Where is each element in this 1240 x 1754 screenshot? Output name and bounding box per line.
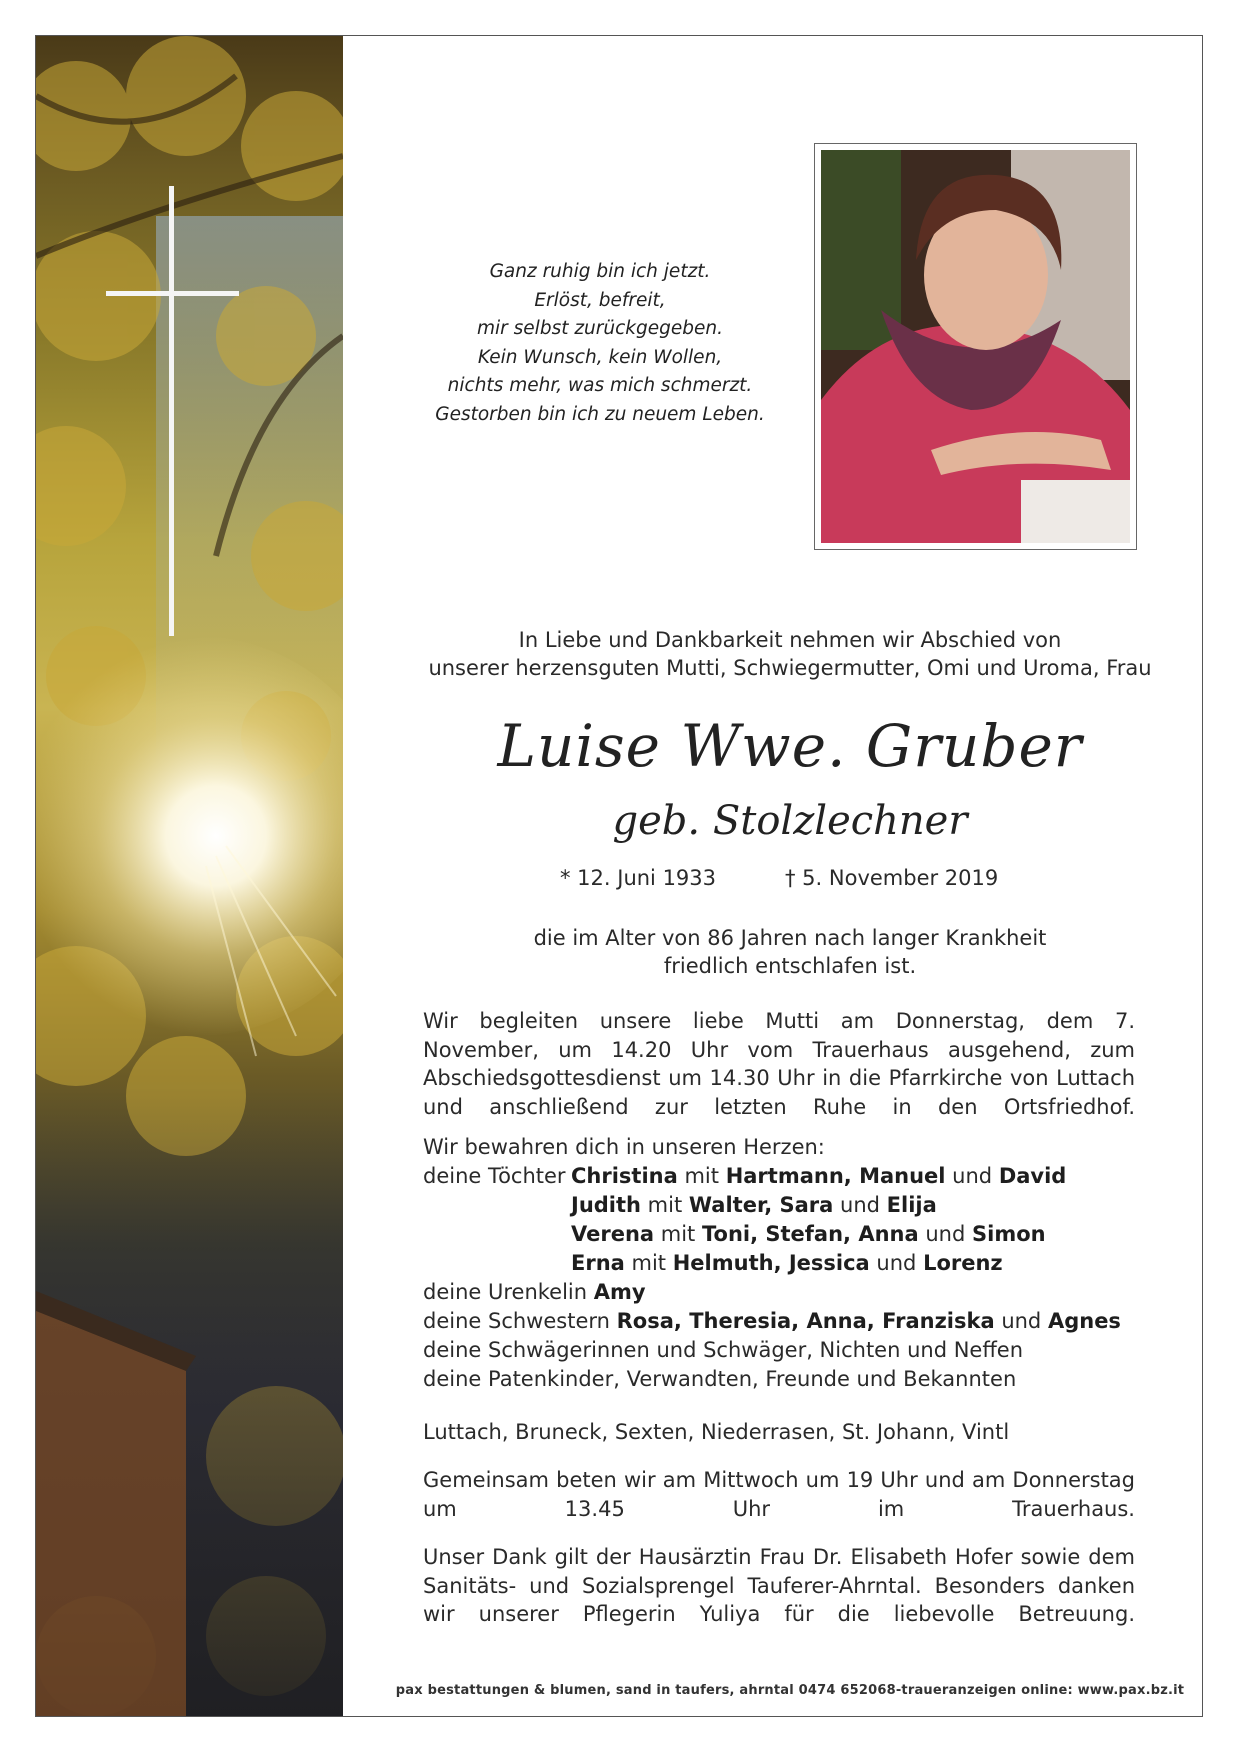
- sisters-row: deine Schwestern Rosa, Theresia, Anna, Franziska und Agnes: [423, 1309, 1121, 1333]
- daughters-label: deine Töchter: [423, 1164, 566, 1188]
- portrait-frame: [814, 143, 1137, 550]
- thanks-paragraph: Unser Dank gilt der Hausärztin Frau Dr. Elisabeth Hofer sowie dem Sanitäts- und Sozialsprengel Tauferer-Ahrntal. Besonders danken wir unserer Pflegerin Yuliya für die liebevolle Betreuung.: [423, 1545, 1135, 1626]
- house-wall: [36, 1306, 186, 1716]
- others-row: deine Patenkinder, Verwandten, Freunde und Bekannten: [423, 1367, 1017, 1391]
- poem: [405, 258, 795, 429]
- daughter-row: Erna mit Helmuth, Jessica und Lorenz: [571, 1251, 1003, 1275]
- intro-line: In Liebe und Dankbarkeit nehmen wir Abschied von: [518, 628, 1062, 652]
- sun-glow: [36, 636, 343, 1036]
- death-date: † 5. November 2019: [785, 866, 999, 890]
- intro-line: unserer herzensguten Mutti, Schwiegermutter, Omi und Uroma, Frau: [428, 656, 1152, 680]
- footer-contact: pax bestattungen & blumen, sand in taufers, ahrntal 0474 652068-traueranzeigen online: www.pax.bz.it: [395, 1683, 1185, 1698]
- poem-line: nichts mehr, was mich schmerzt.: [447, 375, 753, 396]
- age-line: friedlich entschlafen ist.: [663, 954, 917, 978]
- portrait-illustration: [821, 150, 1130, 543]
- birth-date: * 12. Juni 1933: [560, 866, 717, 890]
- age-line: die im Alter von 86 Jahren nach langer Krankheit: [533, 926, 1047, 950]
- autumn-scene: [36, 36, 343, 1716]
- intro-text: [380, 626, 1200, 682]
- poem-line: mir selbst zurückgegeben.: [477, 318, 723, 339]
- poem-line: Kein Wunsch, kein Wollen,: [477, 346, 723, 368]
- daughter-row: Judith mit Walter, Sara und Elija: [571, 1193, 937, 1217]
- family-list: [423, 1133, 1135, 1394]
- maiden-name: geb. Stolzlechner: [612, 798, 968, 844]
- autumn-tree-photo: [36, 36, 343, 1716]
- places: Luttach, Bruneck, Sexten, Niederrasen, St. Johann, Vintl: [423, 1420, 1010, 1444]
- poem-line: Ganz ruhig bin ich jetzt.: [489, 261, 711, 282]
- deceased-name: Luise Wwe. Gruber: [497, 712, 1083, 780]
- age-text: [380, 924, 1200, 980]
- portrait-photo: [821, 150, 1130, 543]
- greatgrandchild-row: deine Urenkelin Amy: [423, 1280, 646, 1304]
- daughter-row: deine Töchter Christina mit Hartmann, Manuel und David: [423, 1162, 1135, 1191]
- family-intro: Wir bewahren dich in unseren Herzen:: [423, 1135, 825, 1159]
- poem-line: Erlöst, befreit,: [534, 289, 666, 311]
- inlaws-row: deine Schwägerinnen und Schwäger, Nichten und Neffen: [423, 1338, 1024, 1362]
- poem-line: Gestorben bin ich zu neuem Leben.: [435, 403, 765, 425]
- funeral-paragraph: Wir begleiten unsere liebe Mutti am Donnerstag, dem 7. November, um 14.20 Uhr vom Trauerhaus ausgehend, zum Abschiedsgottesdienst um 14.30 Uhr in die Pfarrkirche von Luttach und anschließend zur letzten Ruhe in den Ortsfriedhof.: [423, 1009, 1135, 1119]
- daughter-row: Verena mit Toni, Stefan, Anna und Simon: [571, 1222, 1046, 1246]
- prayer-paragraph: Gemeinsam beten wir am Mittwoch um 19 Uhr und am Donnerstag um 13.45 Uhr im Trauerhaus.: [423, 1468, 1135, 1521]
